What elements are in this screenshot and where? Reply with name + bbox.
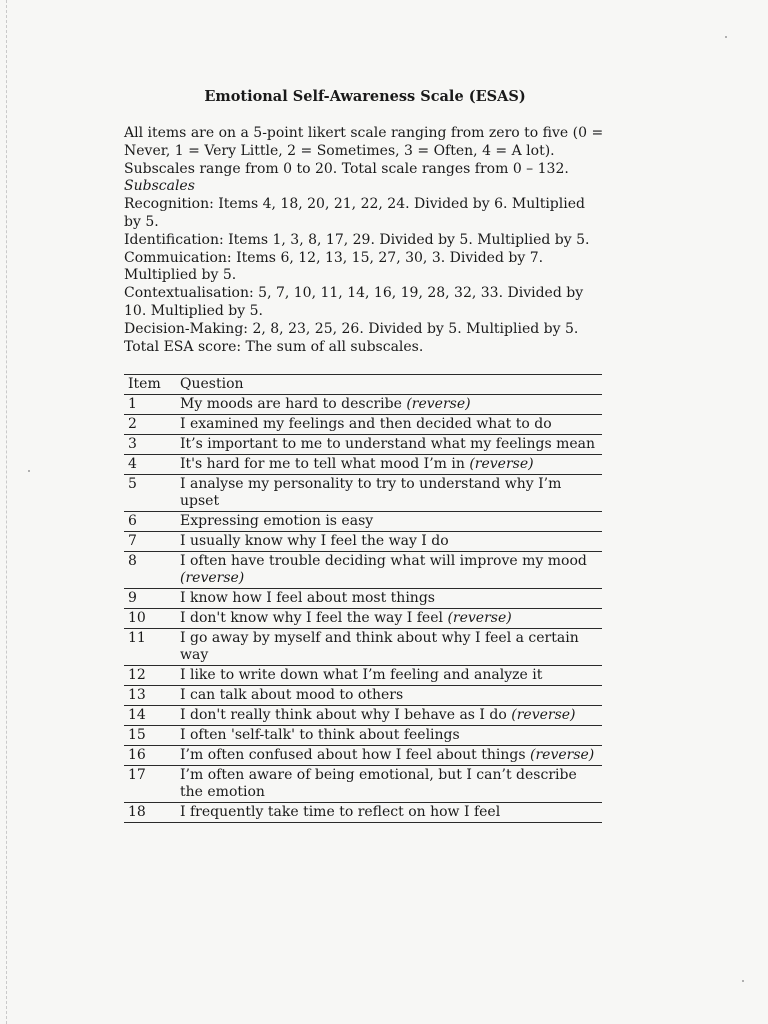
table-row (124, 609, 602, 629)
item-number: 7 (128, 533, 137, 550)
table-row (124, 475, 602, 512)
item-question (180, 666, 602, 686)
question-text: I can talk about mood to others (180, 687, 404, 704)
question-text: I like to write down what I’m feeling and analyze it (180, 667, 543, 684)
item-question (180, 395, 602, 415)
item-number: 8 (128, 553, 137, 570)
document-title: Emotional Self-Awareness Scale (ESAS) (204, 88, 526, 105)
intro-paragraph: All items are on a 5-point likert scale ranging from zero to five (0 = Never, 1 = Very Little, 2 = Sometimes, 3 = Often, 4 = A lot). Subscales range from 0 to 20. Total scale ranges from 0 – 132. (124, 125, 604, 177)
question-text: It's hard for me to tell what mood I’m in (180, 456, 465, 473)
scoring-instructions (124, 125, 606, 356)
subscales-heading: Subscales (124, 178, 195, 195)
item-question (180, 609, 602, 629)
item-question (180, 706, 602, 726)
item-number: 14 (128, 707, 146, 724)
question-text: I don't know why I feel the way I feel (180, 610, 443, 627)
table-row (124, 706, 602, 726)
question-text: I’m often aware of being emotional, but I can’t describe the emotion (180, 767, 577, 801)
table-row (124, 455, 602, 475)
question-text: I often 'self-talk' to think about feelings (180, 727, 460, 744)
scan-speck (725, 36, 727, 38)
scan-edge-line (6, 0, 8, 1024)
item-question (180, 803, 602, 823)
question-text: I analyse my personality to try to understand why I’m upset (180, 476, 562, 510)
item-number: 9 (128, 590, 137, 607)
item-question (180, 455, 602, 475)
table-row (124, 766, 602, 803)
table-row (124, 415, 602, 435)
header-item: Item (128, 376, 161, 393)
item-question (180, 686, 602, 706)
question-text: My moods are hard to describe (180, 396, 402, 413)
question-text: It’s important to me to understand what my feelings mean (180, 436, 596, 453)
item-question (180, 766, 602, 803)
table-row (124, 552, 602, 589)
item-number: 15 (128, 727, 146, 744)
table-row (124, 726, 602, 746)
question-text: I frequently take time to reflect on how I feel (180, 804, 501, 821)
question-text: I go away by myself and think about why I feel a certain way (180, 630, 579, 664)
item-question (180, 629, 602, 666)
item-number: 6 (128, 513, 137, 530)
table-row (124, 512, 602, 532)
table-row (124, 803, 602, 823)
item-question (180, 589, 602, 609)
item-number: 1 (128, 396, 137, 413)
question-text: I don't really think about why I behave as I do (180, 707, 507, 724)
subscale-communication: Commuication: Items 6, 12, 13, 15, 27, 30, 3. Divided by 7. Multiplied by 5. (124, 249, 544, 284)
item-question (180, 552, 602, 589)
table-body (124, 395, 602, 823)
reverse-scored-tag: (reverse) (511, 707, 576, 724)
item-question (180, 415, 602, 435)
table-row (124, 589, 602, 609)
item-number: 3 (128, 436, 137, 453)
table-row (124, 532, 602, 552)
item-question (180, 726, 602, 746)
reverse-scored-tag: (reverse) (530, 747, 595, 764)
question-text: Expressing emotion is easy (180, 513, 374, 530)
table-header-row (124, 375, 602, 395)
item-question (180, 512, 602, 532)
header-question: Question (180, 376, 244, 393)
question-text: I often have trouble deciding what will improve my mood (180, 553, 587, 570)
subscale-contextualisation: Contextualisation: 5, 7, 10, 11, 14, 16, 19, 28, 32, 33. Divided by 10. Multiplied by 5. (124, 285, 584, 319)
item-question (180, 746, 602, 766)
question-text: I’m often confused about how I feel about things (180, 747, 526, 764)
table-row (124, 395, 602, 415)
items-table (124, 374, 602, 823)
reverse-scored-tag: (reverse) (180, 570, 245, 587)
item-number: 10 (128, 610, 146, 627)
item-number: 18 (128, 804, 146, 821)
total-score-note: Total ESA score: The sum of all subscales. (124, 338, 424, 355)
table-row (124, 629, 602, 666)
item-number: 13 (128, 687, 146, 704)
table-row (124, 746, 602, 766)
reverse-scored-tag: (reverse) (406, 396, 471, 413)
scan-speck (28, 470, 30, 472)
table-row (124, 666, 602, 686)
item-question (180, 435, 602, 455)
item-question (180, 532, 602, 552)
reverse-scored-tag: (reverse) (447, 610, 512, 627)
item-number: 2 (128, 416, 137, 433)
item-number: 11 (128, 630, 146, 647)
item-number: 4 (128, 456, 137, 473)
question-text: I usually know why I feel the way I do (180, 533, 449, 550)
item-number: 12 (128, 667, 146, 684)
table-row (124, 435, 602, 455)
subscale-decision-making: Decision-Making: 2, 8, 23, 25, 26. Divided by 5. Multiplied by 5. (124, 320, 579, 337)
question-text: I examined my feelings and then decided what to do (180, 416, 552, 433)
table-row (124, 686, 602, 706)
item-number: 5 (128, 476, 137, 493)
reverse-scored-tag: (reverse) (469, 456, 534, 473)
scan-speck (742, 980, 744, 982)
item-question (180, 475, 602, 512)
question-text: I know how I feel about most things (180, 590, 435, 607)
subscale-recognition: Recognition: Items 4, 18, 20, 21, 22, 24. Divided by 6. Multiplied by 5. (124, 196, 585, 230)
subscale-identification: Identification: Items 1, 3, 8, 17, 29. Divided by 5. Multiplied by 5. (124, 231, 590, 248)
item-number: 16 (128, 747, 146, 764)
item-number: 17 (128, 767, 146, 784)
document-page (124, 88, 606, 823)
